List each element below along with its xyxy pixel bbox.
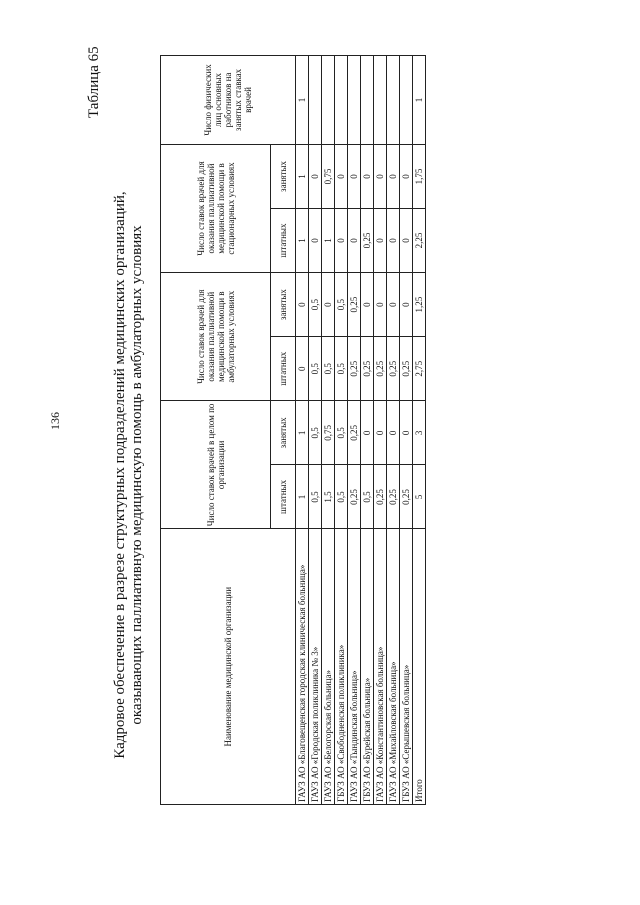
organization-name: ГАУЗ АО «Константиновская больница» — [374, 529, 387, 805]
table-cell — [374, 56, 387, 145]
table-cell — [322, 56, 335, 145]
table-cell: 0 — [361, 273, 374, 337]
table-cell: 0 — [361, 144, 374, 208]
table-row — [387, 56, 400, 805]
table-cell: 1 — [296, 209, 309, 273]
table-cell: 0,25 — [348, 273, 361, 337]
table-cell: 0,75 — [322, 401, 335, 465]
header-organization-name: Наименование медицинской организации — [161, 529, 296, 805]
table-cell: 3 — [413, 401, 426, 465]
table-cell: 1,25 — [413, 273, 426, 337]
table-cell: 0 — [387, 273, 400, 337]
table-cell: 0 — [400, 401, 413, 465]
organization-name: ГАУЗ АО «Городская поликлиника № 3» — [309, 529, 322, 805]
header-staff: штатных — [271, 337, 296, 401]
table-row — [296, 56, 309, 805]
table-cell: 0,25 — [374, 465, 387, 529]
table-label: Таблица 65 — [86, 46, 102, 118]
table-cell: 0,5 — [361, 465, 374, 529]
table-cell: 1,5 — [322, 465, 335, 529]
header-ambulatory-rates: Число ставок врачей для оказания паллиативной медицинской помощи в амбулаторных условиях — [161, 273, 271, 401]
table-cell: 1 — [296, 401, 309, 465]
table-cell: 0,5 — [309, 273, 322, 337]
header-occupied: занятых — [271, 273, 296, 337]
table-row — [322, 56, 335, 805]
table-cell: 0,5 — [322, 337, 335, 401]
table-cell: 0 — [374, 209, 387, 273]
table-cell: 2,75 — [413, 337, 426, 401]
table-cell: 0,5 — [335, 337, 348, 401]
table-row — [309, 56, 322, 805]
table-cell: 0 — [374, 144, 387, 208]
table-cell — [348, 56, 361, 145]
table-cell: 0 — [309, 144, 322, 208]
table-cell: 0,25 — [348, 465, 361, 529]
table-cell: 0 — [296, 337, 309, 401]
table-cell: 0 — [374, 401, 387, 465]
table-row — [400, 56, 413, 805]
table-cell: 0,5 — [309, 465, 322, 529]
table-cell: 0 — [400, 144, 413, 208]
table-cell: 0,25 — [387, 465, 400, 529]
table-cell: 0 — [400, 273, 413, 337]
organization-name: ГБУЗ АО «Бурейская больница» — [361, 529, 374, 805]
table-cell: 1 — [413, 56, 426, 145]
organization-name: ГАУЗ АО «Михайловская больница» — [387, 529, 400, 805]
title-line-1: Кадровое обеспечение в разрезе структурных подразделений медицинских организаций, — [112, 191, 128, 759]
table-cell: 0,25 — [361, 337, 374, 401]
header-staff: штатных — [271, 209, 296, 273]
table-cell — [400, 56, 413, 145]
table-cell — [309, 56, 322, 145]
table-cell: 0,5 — [335, 401, 348, 465]
staffing-table-container — [160, 55, 424, 805]
table-cell: 0 — [361, 401, 374, 465]
page-number: 136 — [48, 412, 62, 430]
organization-name: ГБУЗ АО «Серышевская больница» — [400, 529, 413, 805]
table-body — [296, 56, 426, 805]
table-cell: 0 — [296, 273, 309, 337]
organization-name: ГАУЗ АО «Белогорская больница» — [322, 529, 335, 805]
table-cell: 0 — [387, 401, 400, 465]
table-cell: 0,5 — [335, 273, 348, 337]
organization-name: ГАУЗ АО «Благовещенская городская клиническая больница» — [296, 529, 309, 805]
table-title — [112, 155, 146, 795]
table-cell: 0 — [309, 209, 322, 273]
table-cell: 0,25 — [387, 337, 400, 401]
organization-name: ГАУЗ АО «Тындинская больница» — [348, 529, 361, 805]
table-cell: 2,25 — [413, 209, 426, 273]
header-inpatient-rates: Число ставок врачей для оказания паллиативной медицинской помощи в стационарных условиях — [161, 144, 271, 272]
table-cell: 0,5 — [309, 401, 322, 465]
table-cell: 0 — [374, 273, 387, 337]
organization-name: ГБУЗ АО «Свободненская поликлиника» — [335, 529, 348, 805]
table-cell: 1 — [296, 465, 309, 529]
table-cell: 1 — [296, 144, 309, 208]
table-cell: 0,5 — [309, 337, 322, 401]
table-cell — [361, 56, 374, 145]
table-cell — [335, 56, 348, 145]
table-cell: 0 — [400, 209, 413, 273]
table-row — [348, 56, 361, 805]
table-cell: 0 — [348, 144, 361, 208]
table-cell: 0 — [387, 144, 400, 208]
table-row — [361, 56, 374, 805]
header-staff: штатных — [271, 465, 296, 529]
organization-name: Итого — [413, 529, 426, 805]
table-cell: 0,75 — [322, 144, 335, 208]
table-cell: 0,25 — [348, 401, 361, 465]
table-cell: 0,5 — [335, 465, 348, 529]
table-cell: 0,25 — [361, 209, 374, 273]
table-cell: 0 — [322, 273, 335, 337]
table-cell: 0 — [348, 209, 361, 273]
table-cell: 0 — [387, 209, 400, 273]
title-line-2: оказывающих паллиативную медицинскую помощь в амбулаторных условиях — [129, 225, 145, 725]
table-cell: 1 — [296, 56, 309, 145]
table-cell: 0 — [335, 209, 348, 273]
table-row — [413, 56, 426, 805]
header-occupied: занятых — [271, 144, 296, 208]
header-occupied: занятых — [271, 401, 296, 465]
table-cell: 1,75 — [413, 144, 426, 208]
staffing-table — [160, 55, 426, 805]
table-cell: 0,25 — [348, 337, 361, 401]
table-row — [374, 56, 387, 805]
header-physical-persons: Число физических лиц основных работников на занятых ставках врачей — [161, 56, 296, 145]
table-row — [335, 56, 348, 805]
table-cell: 0,25 — [400, 465, 413, 529]
table-cell: 0,25 — [400, 337, 413, 401]
table-cell: 1 — [322, 209, 335, 273]
table-cell — [387, 56, 400, 145]
header-total-rates: Число ставок врачей в целом по организации — [161, 401, 271, 529]
table-cell: 5 — [413, 465, 426, 529]
table-cell: 0,25 — [374, 337, 387, 401]
table-cell: 0 — [335, 144, 348, 208]
